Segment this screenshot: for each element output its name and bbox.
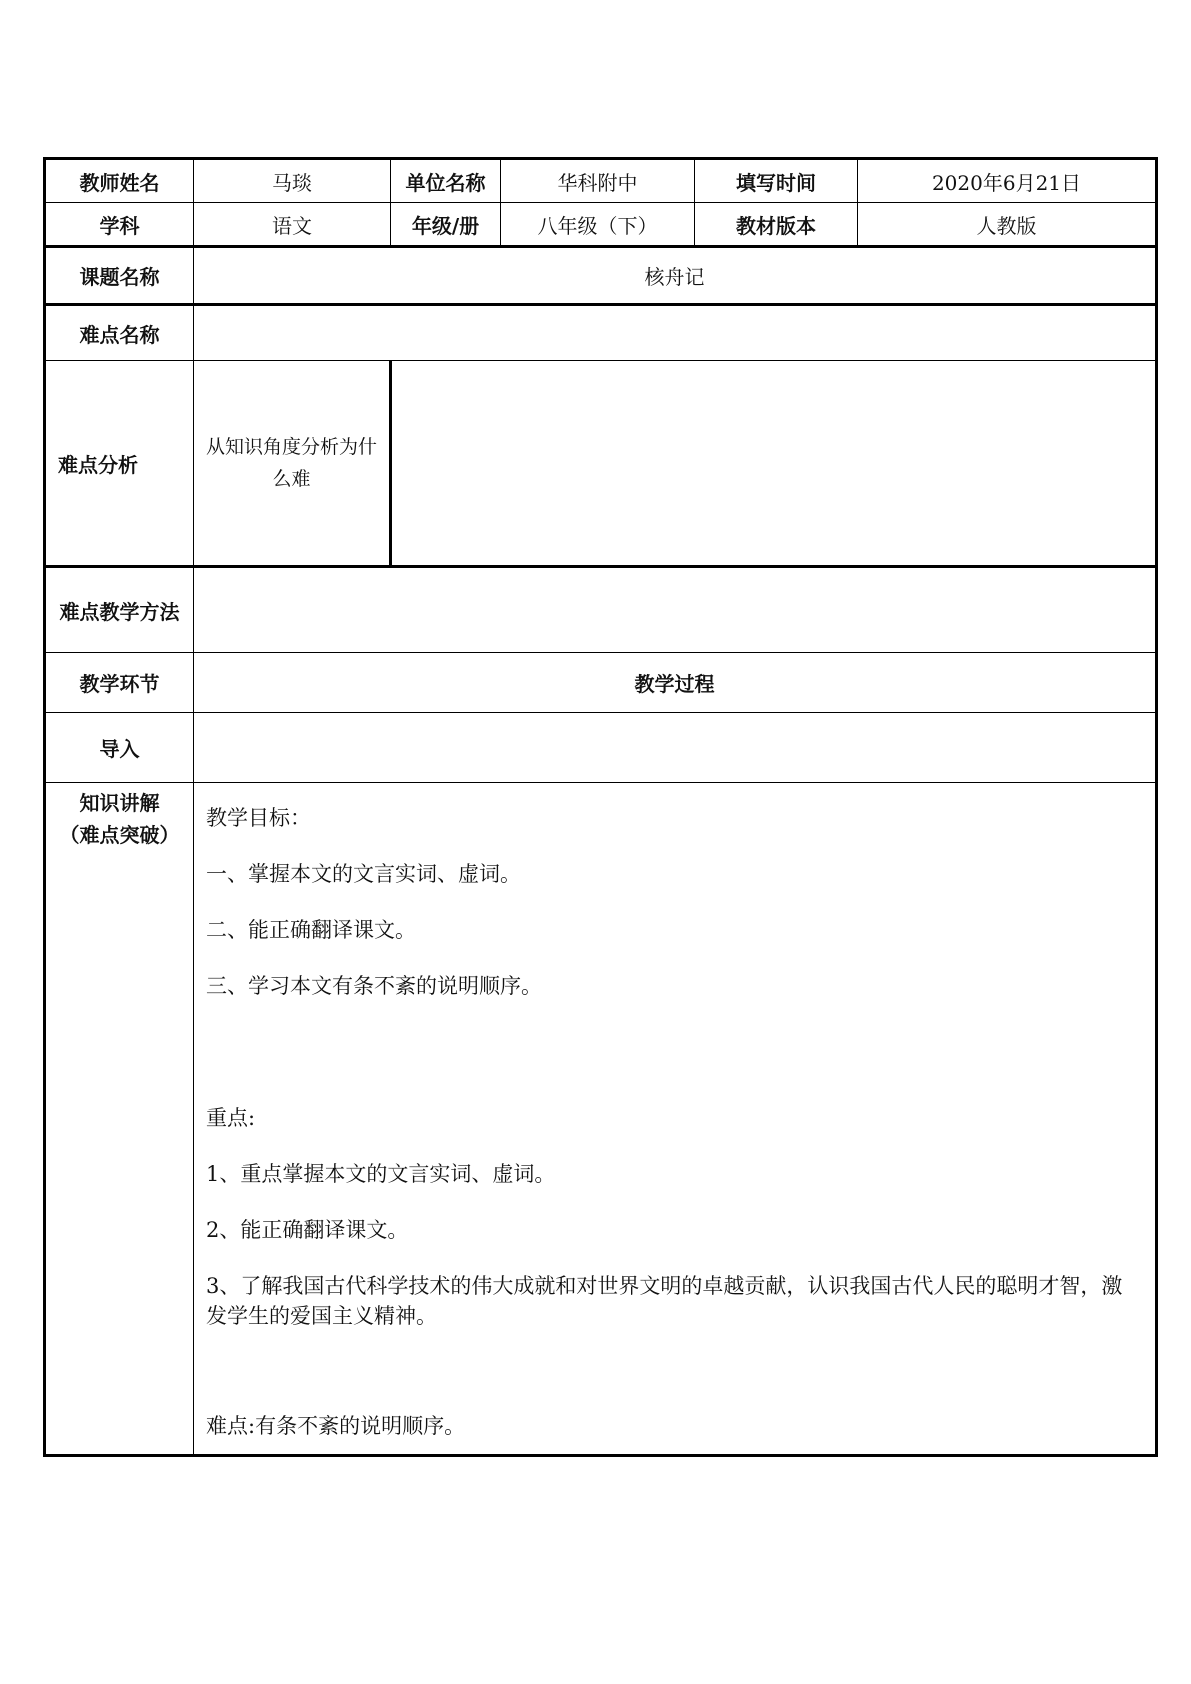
edition-value: 人教版 [858,203,1157,247]
difficulty-analysis-value [391,361,1157,567]
knowledge-row [45,783,1157,1456]
teaching-stage-label: 教学环节 [45,653,194,713]
objective-item: 一、掌握本文的文言实词、虚词。 [206,862,521,886]
objective-item: 二、能正确翻译课文。 [206,918,416,942]
teacher-name-value: 马琰 [194,159,391,203]
knowledge-label-line1: 知识讲解 [79,791,160,815]
difficulty-line: 难点:有条不紊的说明顺序。 [206,1414,466,1438]
topic-label: 课题名称 [45,247,194,305]
grade-value: 八年级（下） [501,203,695,247]
teaching-method-value [194,567,1157,653]
subject-value: 语文 [194,203,391,247]
key-point-item: 2、能正确翻译课文。 [206,1218,409,1242]
difficulty-name-row [45,305,1157,361]
topic-row [45,247,1157,305]
header-row-2 [45,203,1157,247]
intro-row [45,713,1157,783]
fill-date-label: 填写时间 [695,159,858,203]
teacher-name-label: 教师姓名 [45,159,194,203]
process-header-row [45,653,1157,713]
objectives-title: 教学目标： [206,806,311,830]
teaching-method-label: 难点教学方法 [45,567,194,653]
knowledge-label [45,783,194,1456]
lesson-plan-table [43,157,1158,1457]
knowledge-label-line2: （难点突破） [59,823,180,847]
unit-name-label: 单位名称 [391,159,501,203]
teaching-process-label: 教学过程 [194,653,1157,713]
unit-name-value: 华科附中 [501,159,695,203]
intro-label: 导入 [45,713,194,783]
key-point-item: 3、了解我国古代科学技术的伟大成就和对世界文明的卓越贡献，认识我国古代人民的聪明才智，激发学生的爱国主义精神。 [206,1274,1123,1328]
subject-label: 学科 [45,203,194,247]
header-row-1 [45,159,1157,203]
difficulty-analysis-label: 难点分析 [45,361,194,567]
lesson-plan-form [43,157,1155,1457]
teaching-method-row [45,567,1157,653]
knowledge-content [194,783,1157,1456]
key-points-title: 重点: [206,1106,256,1130]
difficulty-name-label: 难点名称 [45,305,194,361]
intro-value [194,713,1157,783]
objective-item: 三、学习本文有条不紊的说明顺序。 [206,974,542,998]
topic-value: 核舟记 [194,247,1157,305]
key-point-item: 1、重点掌握本文的文言实词、虚词。 [206,1162,556,1186]
fill-date-value: 2020年6月21日 [858,159,1157,203]
edition-label: 教材版本 [695,203,858,247]
grade-label: 年级/册 [391,203,501,247]
difficulty-analysis-row [45,361,1157,567]
difficulty-analysis-sublabel: 从知识角度分析为什么难 [194,361,391,567]
difficulty-name-value [194,305,1157,361]
